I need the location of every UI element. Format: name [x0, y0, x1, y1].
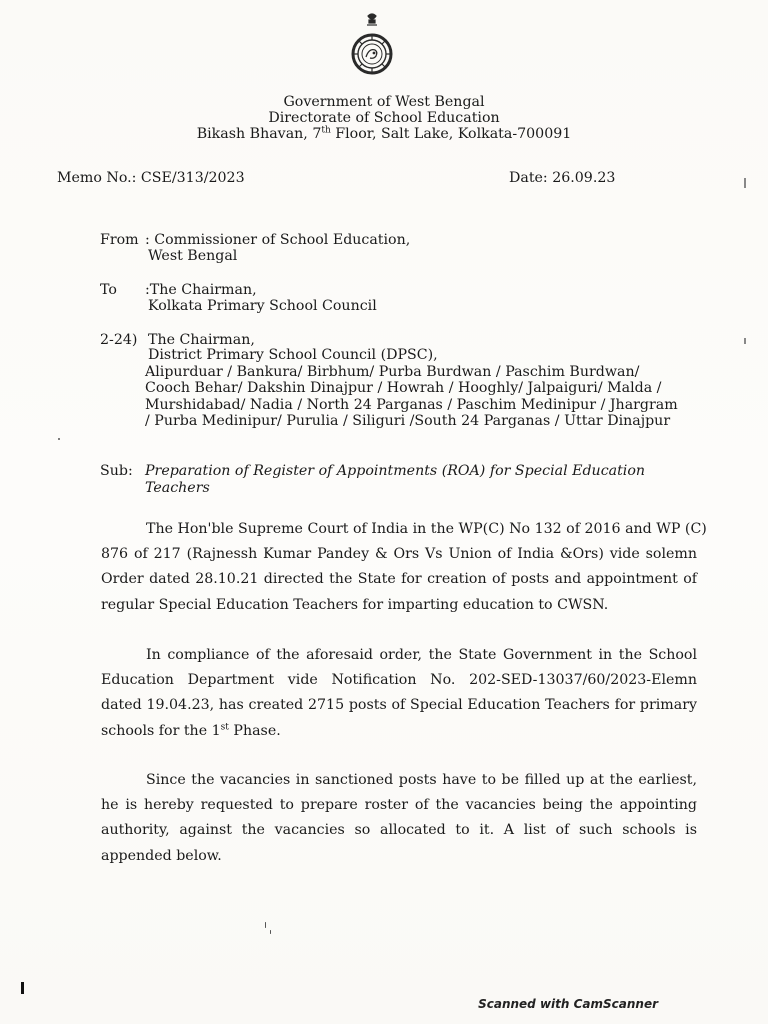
camscanner-watermark: Scanned with CamScanner [478, 997, 658, 1011]
to-label: To [100, 282, 117, 298]
recipients-line-4: Cooch Behar/ Dakshin Dinajpur / Howrah / Hooghly/ Jalpaiguri/ Malda / [145, 380, 662, 396]
scan-speck-2 [265, 922, 266, 928]
to-line-2: Kolkata Primary School Council [148, 298, 377, 314]
para2-line-4-part-2: Phase. [228, 722, 281, 739]
from-line-2: West Bengal [148, 248, 238, 264]
address-ordinal: th [321, 125, 331, 136]
para2-line-2: Education Department vide Notification No. 202-SED-13037/60/2023-Elemn [101, 672, 697, 689]
scan-edge-mark [744, 178, 746, 188]
to-line-1: :The Chairman, [145, 282, 257, 298]
para3-line-3: authority, against the vacancies so allocated to it. A list of such schools is [101, 822, 697, 839]
address-part-2: Floor, Salt Lake, Kolkata-700091 [330, 126, 572, 142]
subject-label: Sub: [100, 463, 133, 479]
address-part-1: Bikash Bhavan, 7 [196, 126, 322, 142]
para2-line-4 [101, 719, 697, 744]
scan-margin-bar [21, 982, 24, 994]
letterhead-government: Government of West Bengal [283, 94, 485, 110]
subject-text [145, 463, 645, 496]
para3-line-2: he is hereby requested to prepare roster of the vacancies being the appointing [101, 797, 697, 814]
recipients-line-1: The Chairman, [148, 332, 255, 348]
para3-line-1: Since the vacancies in sanctioned posts have to be filled up at the earliest, [146, 772, 697, 788]
para2-line-3: dated 19.04.23, has created 2715 posts of Special Education Teachers for primary [101, 697, 697, 714]
scan-edge-mark-2 [744, 338, 746, 344]
recipients-label: 2-24) [100, 332, 138, 348]
state-emblem-icon [347, 10, 397, 76]
recipients-list [145, 347, 705, 430]
paragraph-3 [101, 768, 697, 869]
from-line-1: : Commissioner of School Education, [145, 232, 411, 248]
scan-speck-3 [270, 930, 271, 934]
letterhead [0, 94, 768, 142]
subject-line-2: Teachers [145, 479, 210, 496]
letterhead-address [0, 126, 768, 142]
para1-line-3: Order dated 28.10.21 directed the State for creation of posts and appointment of [101, 571, 697, 588]
para1-line-1: The Hon'ble Supreme Court of India in the WP(C) No 132 of 2016 and WP (C) [146, 521, 707, 537]
para2-ordinal: st [220, 721, 229, 732]
recipients-line-3: Alipurduar / Bankura/ Birbhum/ Purba Burdwan / Paschim Burdwan/ [145, 363, 640, 380]
para3-line-4: appended below. [101, 847, 222, 864]
subject-line-1: Preparation of Register of Appointments (ROA) for Special Education [145, 463, 646, 479]
para1-line-2: 876 of 217 (Rajnessh Kumar Pandey & Ors Vs Union of India &Ors) vide solemn [101, 546, 697, 563]
memo-date: Date: 26.09.23 [509, 170, 616, 186]
memo-number: Memo No.: CSE/313/2023 [57, 170, 245, 186]
paragraph-2 [101, 643, 697, 744]
paragraph-1 [101, 517, 707, 618]
para2-line-1: In compliance of the aforesaid order, the State Government in the School [146, 647, 697, 663]
recipients-line-5: Murshidabad/ Nadia / North 24 Parganas / Paschim Medinipur / Jhargram [145, 396, 678, 413]
recipients-line-6: / Purba Medinipur/ Purulia / Siliguri /South 24 Parganas / Uttar Dinajpur [145, 413, 671, 429]
letterhead-directorate: Directorate of School Education [268, 110, 500, 126]
para1-line-4: regular Special Education Teachers for imparting education to CWSN. [101, 596, 609, 613]
from-label: From [100, 232, 139, 248]
para2-line-4-part-1: schools for the 1 [101, 722, 221, 739]
scan-speck [58, 438, 60, 440]
recipients-line-2: District Primary School Council (DPSC), [148, 347, 438, 363]
